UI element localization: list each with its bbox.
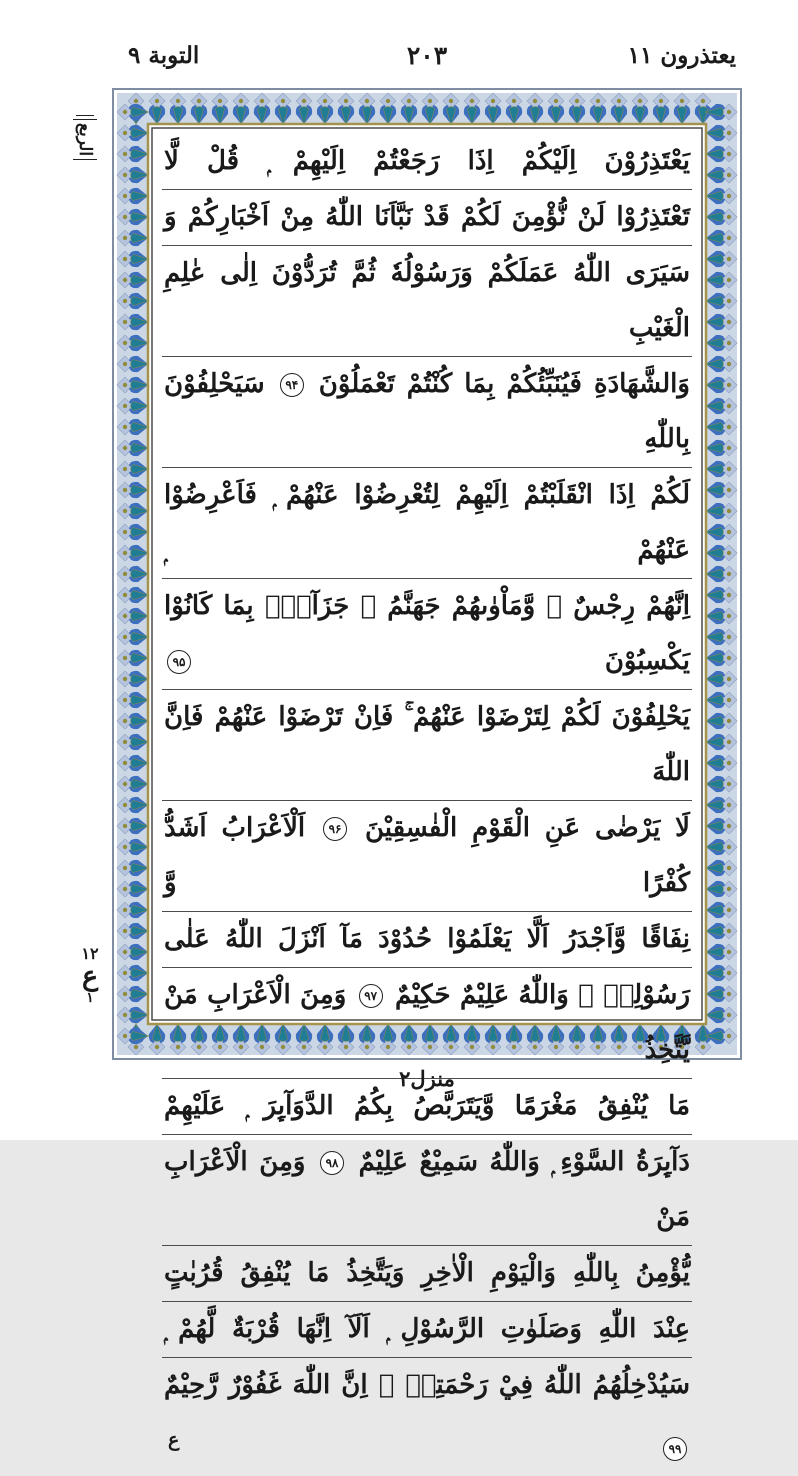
ayah-text-segment: دَآىِٕرَةُ السَّوْءِ ۭ وَاللّٰهُ سَمِيْعٌ عَلِيْمٌ xyxy=(358,1147,690,1177)
header-page-number: ۲۰۳ xyxy=(406,41,448,70)
ayah-text-segment: يَعْتَذِرُوْنَ اِلَيْكُمْ اِذَا رَجَعْتُمْ اِلَيْهِمْ ۭ قُلْ لَّا xyxy=(164,146,690,176)
ayah-end-marker: ۹۵ xyxy=(167,650,191,674)
ayah-text-segment: سَيَرَى اللّٰهُ عَمَلَكُمْ وَرَسُوْلُهٗ ثُمَّ تُرَدُّوْنَ اِلٰى عٰلِمِ الْغَيْبِ xyxy=(164,258,690,343)
ayah-end-marker: ۹۸ xyxy=(320,1151,344,1175)
ayah-text-segment: وَمِنَ الْاَعْرَابِ مَنْ يَّتَّخِذُ xyxy=(164,980,690,1065)
footer-manzil-label: منزل۲ xyxy=(399,1066,455,1091)
ayah-text-segment: لَا يَرْضٰى عَنِ الْقَوْمِ الْفٰسِقِيْنَ xyxy=(364,813,691,843)
ruku-number-in-surah: ۱۲ xyxy=(81,944,99,963)
quran-line-9 xyxy=(162,912,692,968)
quran-line-6 xyxy=(162,579,692,690)
quran-line-2 xyxy=(162,190,692,246)
margin-ruku-mark xyxy=(70,946,110,1006)
quran-line-15 xyxy=(162,1358,692,1476)
ruku-number-in-juz: ۱ xyxy=(86,990,94,1007)
quran-line-5 xyxy=(162,468,692,579)
ayah-text-segment: اَلْاَعْرَابُ اَشَدُّ كُفْرًا وَّ xyxy=(164,813,690,898)
rub-mark-tick-top xyxy=(76,115,94,116)
rub-mark-tick-bottom xyxy=(73,159,97,160)
quran-line-14 xyxy=(162,1302,692,1358)
ayah-text-segment: نِفَاقًا وَّاَجْدَرُ اَلَّا يَعْلَمُوْا حُدُوْدَ مَآ اَنْزَلَ اللّٰهُ عَلٰى xyxy=(164,924,690,954)
ayah-end-marker: ۹۴ xyxy=(280,373,304,397)
quran-line-8 xyxy=(162,801,692,912)
rub-mark-word: الربع xyxy=(75,123,95,157)
ayah-text-segment: عِنْدَ اللّٰهِ وَصَلَوٰتِ الرَّسُوْلِ ۭ اَلَآ اِنَّهَا قُرْبَةٌ لَّهُمْ ۭ xyxy=(164,1314,690,1344)
margin-rub-mark xyxy=(62,112,108,163)
ayah-text-segment: سَيَحْلِفُوْنَ بِاللّٰهِ xyxy=(164,369,690,454)
ayah-text-segment: سَيُدْخِلُهُمُ اللّٰهُ فِيْ رَحْمَتِهٖ ۭ اِنَّ اللّٰهَ غَفُوْرٌ رَّحِيْمٌ xyxy=(164,1370,690,1400)
ayah-end-marker: ۹۷ xyxy=(359,984,383,1008)
ruku-ain-letter: ع xyxy=(81,960,99,992)
ayah-text-segment: رَسُوْلِهٖ ۭ وَاللّٰهُ عَلِيْمٌ حَكِيْمٌ xyxy=(395,980,690,1010)
ayah-text-segment: يُّؤْمِنُ بِاللّٰهِ وَالْيَوْمِ الْاٰخِرِ وَيَتَّخِذُ مَا يُنْفِقُ قُرُبٰتٍ xyxy=(164,1258,690,1288)
quran-line-7 xyxy=(162,690,692,801)
ayah-text-segment: مَا يُنْفِقُ مَغْرَمًا وَّيَتَرَبَّصُ بِكُمُ الدَّوَآىِٕرَ ۭ عَلَيْهِمْ xyxy=(164,1091,690,1121)
quran-line-1 xyxy=(162,134,692,190)
ayah-text-segment: اِنَّهُمْ رِجْسٌ ۡ وَّمَاْوٰىهُمْ جَهَنَّمُ ۚ جَزَآءًۢ بِمَا كَانُوْا يَكْسِبُوْنَ xyxy=(164,591,690,676)
ayah-text-segment: وَمِنَ الْاَعْرَابِ مَنْ xyxy=(164,1147,690,1232)
quran-line-12 xyxy=(162,1135,692,1246)
header-juz-label: يعتذرون ۱۱ xyxy=(627,42,736,69)
ayah-end-marker: ۹۶ xyxy=(323,817,347,841)
ayah-text-segment: وَالشَّهَادَةِ فَيُنَبِّئُكُمْ بِمَا كُنْتُمْ تَعْمَلُوْنَ xyxy=(318,369,690,399)
ayah-text-segment: لَكُمْ اِذَا انْقَلَبْتُمْ اِلَيْهِمْ لِتُعْرِضُوْا عَنْهُمْ ۭ فَاَعْرِضُوْا عَنْهُمْ ۭ xyxy=(164,480,690,565)
header-surah-label: التوبة ۹ xyxy=(128,42,200,69)
quran-line-10 xyxy=(162,968,692,1079)
quran-line-3 xyxy=(162,246,692,357)
ruku-end-marker: ع xyxy=(168,1429,180,1451)
ayah-text-segment: يَحْلِفُوْنَ لَكُمْ لِتَرْضَوْا عَنْهُمْ ۚ فَاِنْ تَرْضَوْا عَنْهُمْ فَاِنَّ اللّٰهَ xyxy=(164,702,690,787)
ayah-text-segment: تَعْتَذِرُوْا لَنْ نُّؤْمِنَ لَكُمْ قَدْ نَبَّاَنَا اللّٰهُ مِنْ اَخْبَارِكُمْ وَ xyxy=(164,202,690,232)
rub-mark-tick-top2 xyxy=(73,119,97,120)
quran-line-4 xyxy=(162,357,692,468)
quran-line-13 xyxy=(162,1246,692,1302)
ayah-end-marker: ۹۹ xyxy=(663,1437,687,1461)
